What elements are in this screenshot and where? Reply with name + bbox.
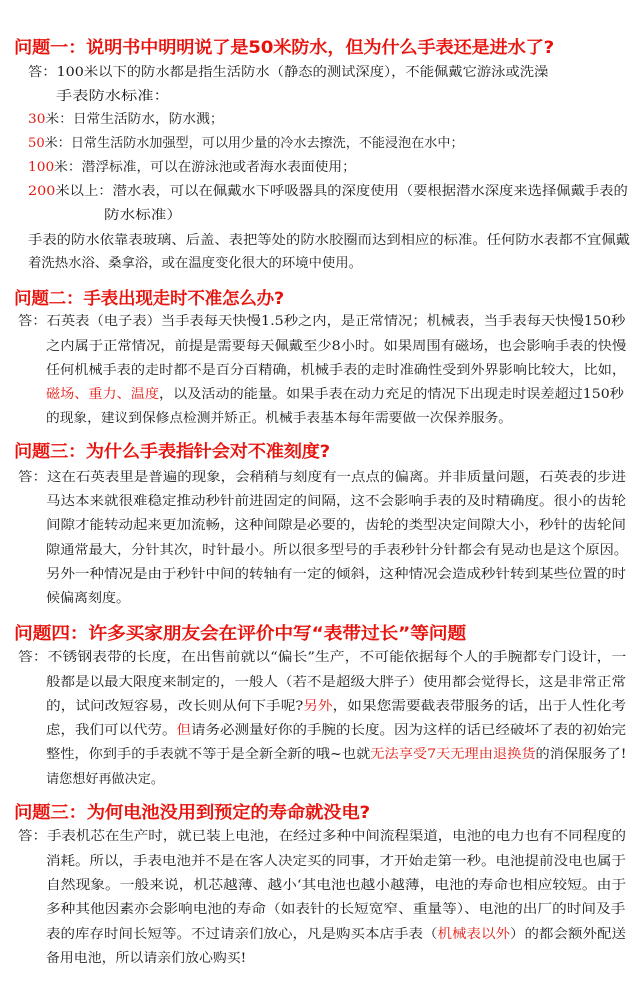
answer-text: 米：潜浮标准，可以在游泳池或者海水表面使用； [54,160,356,175]
answer-line [18,311,625,333]
answer-text: 手表防水标准： [56,89,170,104]
answer-line [28,230,630,252]
answer-text: 备用电池，所以请亲们放心购买! [46,951,247,966]
answer-line [46,540,628,562]
answer-line [46,769,164,791]
answer-text: 自然现象。一般来说，机芯越薄、越小‘其电池也越小越薄，电池的寿命也相应较短。由于 [46,878,627,893]
question-title-text: 问题二：手表出现走时不准怎么办? [14,289,284,309]
answer-line [28,62,548,84]
answer-line [46,360,626,382]
question-title [14,36,640,60]
answer-text: 请务必测量好你的手腕的长度。因为这样的话已经破坏了表的初始完 [191,723,627,738]
answer-line [46,408,512,430]
answer-line [46,744,626,766]
answer-text: 任何机械手表的走时都不是百分百精确，机械手表的走时准确性受到外界影响比较大，比如， [46,363,627,378]
answer-text: 米：日常生活防水加强型，可以用少量的冷水去擦洗，不能浸泡在水中； [44,136,464,151]
answer-line [104,205,182,227]
question-title [14,440,640,464]
question-title-text: 问题四：许多买家朋友会在评价中写“表带过长”等问题 [14,624,466,644]
answer-line [28,109,224,131]
answer-line [46,491,626,513]
highlight-text: 另外 [303,699,333,714]
answer-text: 答：100米以下的防水都是指生活防水（静态的测试深度），不能佩戴它游泳或洗澡 [28,65,549,80]
answer-text: 请您想好再做决定。 [46,772,165,787]
answer-text: 之内属于正常情况，前提是需要每天佩戴至少8小时。如果周围有磁场，也会影响手表的快慢 [46,339,627,354]
answer-text: 米：日常生活防水，防水溅； [45,112,224,127]
answer-text: 消耗。所以，手表电池并不是在客人决定买的同事，才开始走第一秒。电池提前没电也属于 [46,854,627,869]
answer-line [28,133,464,155]
answer-line [28,157,356,179]
answer-text: ，如果您需要截表带服务的话，出于人性化考 [332,699,627,714]
answer-text: 的，试问改短容易，改长则从何下手呢? [46,699,304,714]
answer-line [18,826,626,848]
answer-line [18,467,626,489]
answer-line [46,720,626,742]
question-title [14,801,640,825]
highlight-text: 机械表以外 [437,927,511,942]
answer-text: 间隙才能转动起来更加流畅，这种间隙是必要的，齿轮的类型决定间隙大小，秒针的齿轮间 [46,518,627,533]
answer-text: ）的都会额外配送 [510,927,627,942]
answer-text: 米以上：潜水表，可以在佩戴水下呼吸器具的深度使用（要根据潜水深度来选择佩戴手表的 [55,184,628,199]
answer-text: 多种其他因素亦会影响电池的寿命（如表针的长短宽窄、重量等）、电池的出厂的时间及手 [46,902,626,917]
answer-text: 整性，你到手的手表就不等于是全新全新的哦~也就 [46,747,371,762]
answer-line [28,181,628,203]
answer-line [46,851,626,873]
highlight-text: 磁场、重力、温度 [46,387,160,402]
answer-line [46,384,624,406]
answer-text: 着洗热水浴、桑拿浴，或在温度变化很大的环境中使用。 [28,256,363,271]
answer-text: 候偏离刻度。 [46,591,131,606]
highlight-text: 100 [28,160,55,175]
question-title [14,622,640,646]
answer-line [56,86,170,108]
answer-line [46,672,626,694]
answer-line [46,336,626,358]
answer-line [46,948,246,970]
highlight-text: 无法享受7天无理由退换货 [370,747,536,762]
answer-text: 表的库存时间长短等。不过请亲们放心，凡是购买本店手表（ [46,927,438,942]
answer-text: 答：不锈钢表带的长度，在出售前就以“偏长”生产，不可能依据每个人的手腕都专门设计，一 [18,650,627,665]
answer-line [28,253,362,275]
answer-text: 马达本来就很难稳定推动秒针前进固定的间隔，这不会影响手表的及时精确度。很小的齿轮 [46,494,627,509]
answer-text: 的现象，建议到保修点检测并矫正。机械手表基本每年需要做一次保养服务。 [46,411,513,426]
answer-text: 般都是以最大限度来制定的，一般人（若不是超级大胖子）使用都会觉得长，这是非常正常 [46,675,627,690]
answer-text: 手表的防水依靠表玻璃、后盖、表把等处的防水胶圈而达到相应的标准。任何防水表都不宜佩戴 [28,233,631,248]
answer-text: 的消保服务了! [535,747,627,762]
answer-line [46,564,626,586]
highlight-text: 200 [28,184,56,199]
answer-line [46,899,625,921]
question-title-text: 问题一：说明书中明明说了是50米防水，但为什么手表还是进水了? [14,38,554,58]
question-title-text: 问题三：为何电池没用到预定的寿命就没电? [14,803,370,823]
answer-line [46,696,626,718]
answer-line [18,647,626,669]
answer-text: 虑，我们可以代劳。 [46,723,177,738]
answer-line [46,588,130,610]
answer-line [46,875,626,897]
answer-text: 答：这在石英表里是普遍的现象，会稍稍与刻度有一点点的偏离。并非质量问题，石英表的步进 [18,470,627,485]
answer-text: 另外一种情况是由于秒针中间的转轴有一定的倾斜，这种情况会造成秒针转到某些位置的时 [46,567,627,582]
answer-line [46,924,626,946]
answer-text: ，以及活动的能量。如果手表在动力充足的情况下出现走时误差超过150秒 [159,387,624,402]
answer-text: 防水标准） [104,208,183,223]
answer-text: 答：手表机芯在生产时，就已装上电池，在经过多种中间流程渠道，电池的电力也有不同程度的 [18,829,627,844]
highlight-text: 但 [176,723,192,738]
highlight-text: 30 [28,112,46,127]
highlight-text: 50 [28,136,45,151]
question-title-text: 问题三：为什么手表指针会对不准刻度? [14,442,330,462]
answer-text: 答：石英表（电子表）当手表每天快慢1.5秒之内，是正常情况；机械表，当手表每天快慢150秒 [18,314,626,329]
answer-line [46,515,626,537]
answer-text: 隙通常最大，分针其次，时针最小。所以很多型号的手表秒针分针都会有晃动也是这个原因。 [46,543,629,558]
question-title [14,287,640,311]
